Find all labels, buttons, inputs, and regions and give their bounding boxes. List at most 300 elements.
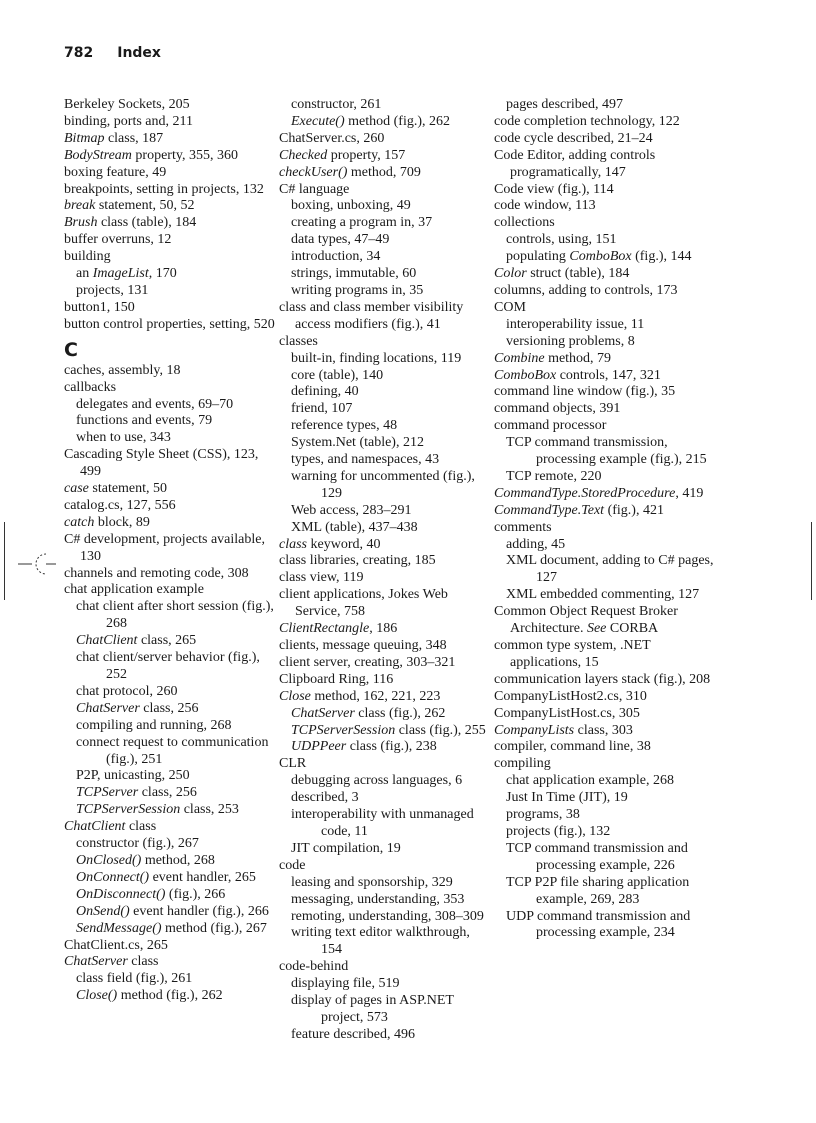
index-subentry: [64, 397, 276, 414]
entry-text: , 419: [675, 485, 704, 501]
italic-term: class: [279, 536, 307, 552]
index-entry: [494, 706, 720, 723]
entry-text: method (fig.), 262: [344, 113, 450, 129]
index-subentry: [279, 706, 491, 723]
index-entry: [279, 537, 491, 554]
entry-text: chat application example, 268: [506, 773, 674, 789]
entry-text: class (table), 184: [97, 215, 197, 231]
index-subentry: [64, 870, 276, 887]
entry-text: Cascading Style Sheet (CSS), 123, 499: [64, 447, 262, 480]
index-subentry: [64, 633, 276, 650]
entry-text: ChatServer.cs, 260: [279, 130, 385, 146]
index-subentry: [494, 807, 720, 824]
index-entry: [494, 300, 720, 317]
entry-text: method (fig.), 267: [161, 920, 267, 936]
index-column-2: [279, 97, 491, 1044]
registration-mark-icon: [18, 552, 58, 576]
index-subentry: [279, 875, 491, 892]
entry-text: strings, immutable, 60: [291, 266, 417, 282]
entry-text: System.Net (table), 212: [291, 435, 424, 451]
entry-text: interoperability with unmanaged code, 11: [291, 807, 478, 839]
entry-text: JIT compilation, 19: [291, 840, 401, 856]
index-column-3: [494, 97, 720, 942]
entry-text: classes: [279, 333, 318, 349]
entry-text: boxing, unboxing, 49: [291, 198, 411, 214]
index-entry: [494, 723, 720, 740]
entry-text: chat application example: [64, 582, 204, 598]
entry-text: communication layers stack (fig.), 208: [494, 671, 711, 687]
entry-text: class, 256: [139, 700, 199, 716]
index-entry: [64, 380, 276, 397]
entry-text: compiler, command line, 38: [494, 739, 651, 755]
index-subentry: [64, 971, 276, 988]
index-entry: [64, 447, 276, 481]
index-entry: [494, 131, 720, 148]
entry-text: writing programs in, 35: [291, 282, 424, 298]
index-subentry: [279, 114, 491, 131]
entry-text: Just In Time (JIT), 19: [506, 790, 628, 806]
italic-term: Checked: [279, 147, 328, 163]
index-subentry: [494, 875, 720, 909]
index-subentry: [279, 739, 491, 756]
page-title: Index: [117, 45, 161, 61]
entry-text: property, 355, 360: [131, 147, 238, 163]
entry-text: class (fig.), 262: [354, 705, 446, 721]
entry-text: class, 253: [180, 802, 239, 818]
entry-text: statement, 50, 52: [95, 198, 195, 214]
entry-text: TCP command transmission, processing example (fig.), 215: [506, 435, 707, 468]
index-subentry: [494, 249, 720, 266]
index-subentry: [279, 520, 491, 537]
entry-text: collections: [494, 215, 555, 231]
italic-term: Execute(): [291, 113, 345, 129]
entry-text: Common Object Request Broker Architecture.: [494, 604, 681, 637]
entry-text: introduction, 34: [291, 249, 381, 265]
index-subentry: [279, 503, 491, 520]
index-subentry: [64, 785, 276, 802]
entry-text: CORBA: [606, 621, 659, 637]
entry-text: , 186: [369, 621, 398, 637]
entry-text: Code view (fig.), 114: [494, 181, 614, 197]
italic-term: ChatServer: [291, 705, 355, 721]
index-entry: [64, 198, 276, 215]
index-entry: [494, 182, 720, 199]
index-entry: [279, 553, 491, 570]
entry-text: programs, 38: [506, 807, 580, 823]
entry-text: adding, 45: [506, 536, 566, 552]
index-subentry: [494, 909, 720, 943]
index-subentry: [64, 599, 276, 633]
index-subentry: [494, 841, 720, 875]
index-entry: [64, 300, 276, 317]
entry-text: method, 709: [347, 164, 421, 180]
index-subentry: [494, 773, 720, 790]
entry-text: an: [76, 266, 93, 282]
entry-text: channels and remoting code, 308: [64, 565, 249, 581]
index-entry: [64, 481, 276, 498]
index-entry: [64, 165, 276, 182]
running-header: [64, 45, 161, 61]
index-entry: [64, 97, 276, 114]
index-subentry: [279, 469, 491, 503]
entry-text: constructor, 261: [291, 97, 382, 112]
index-entry: [64, 215, 276, 232]
index-entry: [64, 182, 276, 199]
entry-text: described, 3: [291, 790, 359, 806]
index-entry: [279, 756, 491, 773]
index-entry: [494, 384, 720, 401]
entry-text: core (table), 140: [291, 367, 384, 383]
italic-term: case: [64, 481, 89, 497]
italic-term: OnSend(): [76, 903, 130, 919]
entry-text: chat client/server behavior (fig.), 252: [76, 650, 264, 682]
entry-text: creating a program in, 37: [291, 215, 433, 231]
entry-text: types, and namespaces, 43: [291, 452, 440, 468]
index-subentry: [279, 435, 491, 452]
entry-text: class, 256: [138, 785, 197, 801]
letter-heading: C: [64, 338, 78, 361]
italic-term: CommandType.Text: [494, 502, 605, 518]
entry-text: pages described, 497: [506, 97, 624, 112]
index-entry: [279, 959, 491, 976]
index-subentry: [279, 351, 491, 368]
entry-text: C# development, projects available, 130: [64, 531, 269, 564]
entry-text: CompanyListHost.cs, 305: [494, 705, 640, 721]
entry-text: command line window (fig.), 35: [494, 384, 676, 400]
italic-term: OnClosed(): [76, 852, 142, 868]
index-column-1: [64, 97, 276, 1005]
index-entry: [279, 131, 491, 148]
italic-term: TCPServerSession: [76, 802, 181, 818]
index-subentry: [279, 215, 491, 232]
italic-term: OnDisconnect(): [76, 886, 166, 902]
index-subentry: [64, 650, 276, 684]
entry-text: class, 265: [137, 633, 197, 649]
entry-text: chat client after short session (fig.), 268: [76, 599, 278, 632]
entry-text: code cycle described, 21–24: [494, 130, 653, 146]
index-subentry: [494, 435, 720, 469]
entry-text: class view, 119: [279, 570, 364, 586]
entry-text: versioning problems, 8: [506, 333, 635, 349]
italic-term: break: [64, 198, 96, 214]
italic-term: ChatServer: [64, 954, 128, 970]
entry-text: Code Editor, adding controls programatically, 147: [494, 147, 659, 180]
index-subentry: [64, 430, 276, 447]
entry-text: populating: [506, 249, 570, 265]
italic-term: Brush: [64, 215, 98, 231]
entry-text: class (fig.), 255: [395, 722, 486, 738]
index-entry: [64, 819, 276, 836]
index-subentry: [494, 553, 720, 587]
entry-text: controls, 147, 321: [556, 367, 661, 383]
entry-text: class: [127, 954, 159, 970]
index-subentry: [279, 790, 491, 807]
index-subentry: [64, 921, 276, 938]
index-subentry: [279, 418, 491, 435]
entry-text: Clipboard Ring, 116: [279, 671, 394, 687]
italic-term: TCPServer: [76, 785, 139, 801]
entry-text: messaging, understanding, 353: [291, 891, 465, 907]
italic-term: catch: [64, 514, 95, 530]
index-entry: [279, 621, 491, 638]
entry-text: clients, message queuing, 348: [279, 638, 447, 653]
index-subentry: [64, 768, 276, 785]
index-subentry: [64, 735, 276, 769]
index-entry: [64, 114, 276, 131]
index-subentry: [279, 249, 491, 266]
entry-text: catalog.cs, 127, 556: [64, 497, 176, 513]
entry-text: interoperability issue, 11: [506, 316, 645, 332]
entry-text: command objects, 391: [494, 401, 621, 417]
entry-text: boxing feature, 49: [64, 164, 167, 180]
italic-term: ImageList: [92, 266, 149, 282]
entry-text: constructor (fig.), 267: [76, 836, 199, 852]
entry-text: (fig.), 421: [604, 502, 664, 518]
index-subentry: [494, 334, 720, 351]
entry-text: TCP remote, 220: [506, 468, 602, 484]
index-subentry: [64, 684, 276, 701]
entry-text: code-behind: [279, 959, 349, 975]
entry-text: projects, 131: [76, 282, 149, 298]
index-entry: [279, 655, 491, 672]
entry-text: COM: [494, 299, 526, 315]
entry-text: keyword, 40: [307, 536, 381, 552]
index-subentry: [279, 807, 491, 841]
index-subentry: [279, 384, 491, 401]
index-entry: [279, 858, 491, 875]
entry-text: class and class member visibility access modifiers (fig.), 41: [279, 299, 467, 332]
index-entry: [64, 582, 276, 599]
index-entry: [279, 300, 491, 334]
entry-text: Berkeley Sockets, 205: [64, 97, 190, 112]
index-subentry: [64, 887, 276, 904]
index-subentry: [279, 925, 491, 959]
entry-text: code: [279, 857, 306, 873]
index-entry: [64, 938, 276, 955]
italic-term: ClientRectangle: [279, 621, 370, 637]
entry-text: Web access, 283–291: [291, 502, 412, 518]
entry-text: display of pages in ASP.NET project, 573: [291, 993, 458, 1025]
entry-text: (fig.), 266: [165, 886, 226, 902]
entry-text: remoting, understanding, 308–309: [291, 908, 484, 924]
index-entry: [64, 498, 276, 515]
index-subentry: [64, 266, 276, 283]
entry-text: comments: [494, 519, 552, 535]
index-subentry: [64, 904, 276, 921]
italic-term: See: [586, 621, 607, 637]
entry-text: controls, using, 151: [506, 232, 617, 248]
index-subentry: [279, 283, 491, 300]
italic-term: ChatClient: [64, 819, 126, 835]
index-entry: [64, 148, 276, 165]
index-entry: [494, 114, 720, 131]
index-subentry: [279, 232, 491, 249]
italic-term: TCPServerSession: [291, 722, 396, 738]
entry-text: warning for uncommented (fig.), 129: [291, 468, 479, 501]
index-entry: [494, 604, 720, 638]
entry-text: XML document, adding to C# pages, 127: [506, 553, 718, 586]
index-entry: [494, 638, 720, 672]
index-entry: [494, 401, 720, 418]
entry-text: block, 89: [94, 514, 150, 530]
index-subentry: [279, 993, 491, 1027]
italic-term: Color: [494, 266, 527, 282]
entry-text: P2P, unicasting, 250: [76, 768, 190, 784]
entry-text: event handler (fig.), 266: [129, 903, 269, 919]
italic-term: UDPPeer: [291, 739, 347, 755]
index-subentry: [494, 469, 720, 486]
entry-text: command processor: [494, 418, 607, 434]
left-crop-mark: [4, 522, 5, 600]
index-subentry: [279, 892, 491, 909]
index-entry: [64, 317, 276, 334]
entry-text: feature described, 496: [291, 1026, 415, 1042]
entry-text: leasing and sponsorship, 329: [291, 874, 453, 890]
entry-text: C# language: [279, 181, 350, 197]
entry-text: built-in, finding locations, 119: [291, 350, 462, 366]
italic-term: ChatClient: [76, 633, 138, 649]
index-subentry: [494, 232, 720, 249]
index-subentry: [64, 853, 276, 870]
entry-text: common type system, .NET applications, 15: [494, 638, 654, 670]
entry-text: struct (table), 184: [526, 266, 630, 282]
entry-text: caches, assembly, 18: [64, 362, 181, 378]
entry-text: breakpoints, setting in projects, 132: [64, 181, 264, 197]
entry-text: class, 187: [104, 130, 164, 146]
entry-text: class field (fig.), 261: [76, 971, 193, 987]
index-subentry: [64, 413, 276, 430]
index-entry: [494, 739, 720, 756]
index-entry: [279, 570, 491, 587]
entry-text: event handler, 265: [149, 869, 256, 885]
italic-term: checkUser(): [279, 164, 348, 180]
index-subentry: [494, 790, 720, 807]
index-subentry: [279, 841, 491, 858]
entry-text: defining, 40: [291, 384, 359, 400]
entry-text: writing text editor walkthrough, 154: [291, 925, 474, 958]
italic-term: ChatServer: [76, 700, 140, 716]
index-subentry: [494, 824, 720, 841]
entry-text: friend, 107: [291, 401, 353, 417]
entry-text: XML embedded commenting, 127: [506, 587, 700, 603]
entry-text: ChatClient.cs, 265: [64, 937, 168, 953]
index-entry: [494, 148, 720, 182]
index-subentry: [279, 97, 491, 114]
entry-text: button control properties, setting, 520: [64, 316, 275, 332]
italic-term: BodyStream: [64, 147, 132, 163]
entry-text: delegates and events, 69–70: [76, 396, 234, 412]
index-entry: [494, 215, 720, 232]
entry-text: method (fig.), 262: [117, 988, 223, 1004]
index-entry: [279, 638, 491, 655]
entry-text: debugging across languages, 6: [291, 773, 463, 789]
index-entry: [279, 334, 491, 351]
index-entry: [279, 182, 491, 199]
index-entry: [279, 672, 491, 689]
entry-text: columns, adding to controls, 173: [494, 282, 678, 298]
index-subentry: [64, 718, 276, 735]
index-entry: [279, 165, 491, 182]
entry-text: code window, 113: [494, 198, 596, 214]
entry-text: method, 162, 221, 223: [310, 688, 441, 704]
index-subentry: [279, 909, 491, 926]
entry-text: displaying file, 519: [291, 976, 400, 992]
index-subentry: [279, 368, 491, 385]
index-subentry: [279, 976, 491, 993]
index-entry: [279, 587, 491, 621]
index-entry: [494, 672, 720, 689]
entry-text: code completion technology, 122: [494, 113, 680, 129]
entry-text: building: [64, 249, 111, 265]
entry-text: class (fig.), 238: [346, 739, 437, 755]
entry-text: chat protocol, 260: [76, 683, 178, 699]
index-entry: [494, 520, 720, 537]
entry-text: CompanyListHost2.cs, 310: [494, 688, 647, 704]
entry-text: CLR: [279, 756, 307, 772]
index-subentry: [279, 773, 491, 790]
index-subentry: [64, 802, 276, 819]
entry-text: class libraries, creating, 185: [279, 553, 436, 569]
index-entry: [64, 363, 276, 380]
index-subentry: [494, 537, 720, 554]
entry-text: TCP P2P file sharing application example, 269, 283: [506, 874, 693, 907]
italic-term: Close(): [76, 988, 118, 1004]
index-subentry: [494, 97, 720, 114]
index-subentry: [64, 283, 276, 300]
entry-text: compiling and running, 268: [76, 717, 232, 733]
italic-term: CommandType.StoredProcedure: [494, 485, 676, 501]
entry-text: callbacks: [64, 379, 117, 395]
entry-text: property, 157: [327, 147, 406, 163]
index-entry: [494, 198, 720, 215]
index-entry: [494, 689, 720, 706]
index-subentry: [64, 836, 276, 853]
index-entry: [64, 566, 276, 583]
index-subentry: [279, 723, 491, 740]
entry-text: TCP command transmission and processing example, 226: [506, 840, 692, 873]
entry-text: class: [125, 819, 157, 835]
right-crop-mark: [811, 522, 812, 600]
index-entry: [494, 418, 720, 435]
index-subentry: [64, 988, 276, 1005]
index-entry: [279, 148, 491, 165]
entry-text: statement, 50: [88, 481, 168, 497]
index-entry: [64, 515, 276, 532]
page-number: 782: [64, 45, 94, 61]
italic-term: CompanyLists: [494, 722, 575, 738]
index-entry: [494, 351, 720, 368]
index-subentry: [279, 401, 491, 418]
entry-text: method, 268: [141, 852, 215, 868]
italic-term: Close: [279, 688, 311, 704]
index-entry: [494, 756, 720, 773]
entry-text: XML (table), 437–438: [291, 519, 418, 535]
entry-text: when to use, 343: [76, 430, 171, 446]
entry-text: UDP command transmission and processing example, 234: [506, 908, 694, 941]
index-entry: [494, 486, 720, 503]
index-subentry: [494, 587, 720, 604]
entry-text: client applications, Jokes Web Service, 758: [279, 587, 452, 620]
index-entry: [64, 131, 276, 148]
entry-text: binding, ports and, 211: [64, 113, 193, 129]
index-entry: [494, 283, 720, 300]
entry-text: (fig.), 144: [631, 249, 692, 265]
index-entry: [494, 368, 720, 385]
italic-term: Bitmap: [64, 130, 105, 146]
entry-text: projects (fig.), 132: [506, 823, 611, 839]
index-entry: [494, 503, 720, 520]
italic-term: ComboBox: [569, 249, 632, 265]
